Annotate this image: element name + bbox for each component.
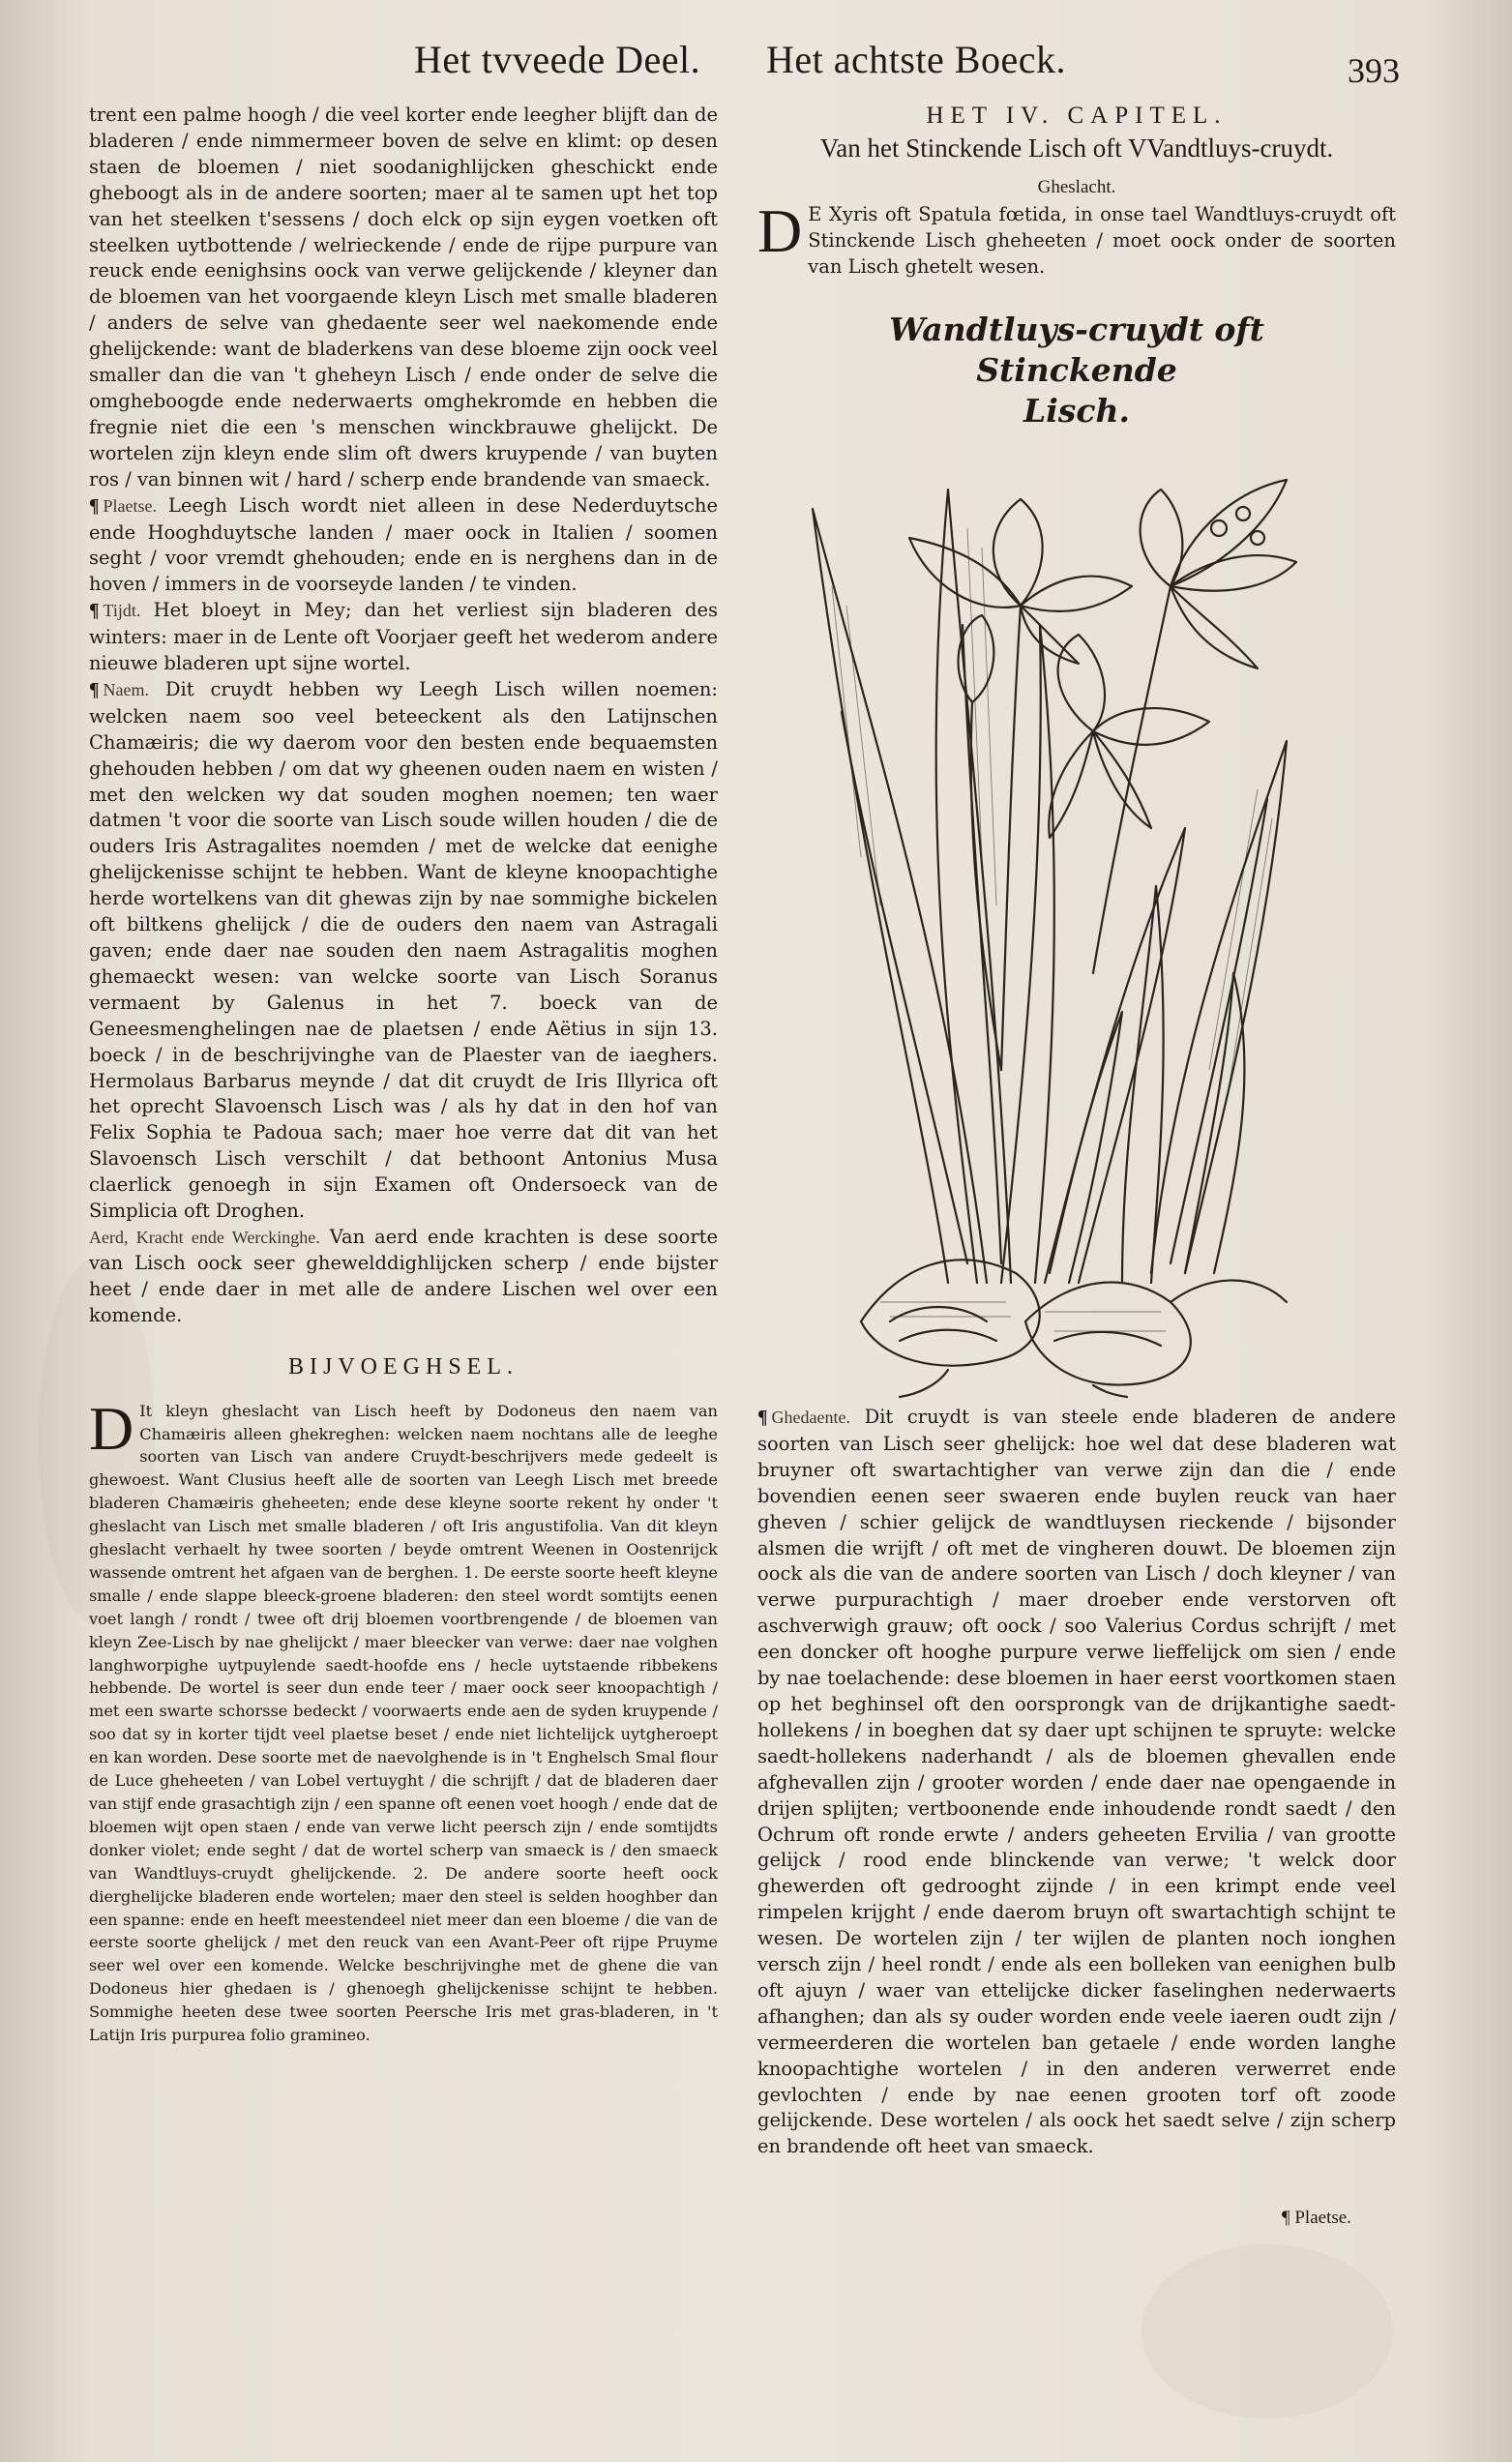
bulb-shape	[861, 1260, 1040, 1365]
petal-shape	[1021, 577, 1132, 611]
text-paragraph	[89, 677, 718, 1225]
petal-shape	[1171, 555, 1296, 591]
figure-title-line: Lisch.	[1023, 391, 1130, 430]
leaf-vein	[1171, 799, 1267, 1263]
root-line	[900, 1370, 948, 1397]
geslacht-text: E Xyris oft Spatula fœtida, in onse tael Wandtluys-cruydt oft Stinckende Lisch gheheeten / moet oock onder de soorten van Lisch ghetelt wesen.	[808, 203, 1396, 278]
root-line	[1093, 1385, 1127, 1397]
bulb-ring	[1054, 1332, 1161, 1346]
leaf-shape	[1001, 625, 1054, 1283]
drop-cap: D	[89, 1393, 134, 1463]
flower-stem	[1001, 606, 1021, 1070]
chapter-title: Van het Stinckende Lisch oft VVandtluys-cruydt.	[819, 133, 1334, 163]
figure-title-line: Wandtluys-cruydt oft Stinckende	[889, 310, 1264, 389]
paragraph-text: Van aerd ende krachten is dese soorte van Lisch oock seer ghewelddighlijcken scherp / ende bijster heet / ende daer in met alle de andere Lischen wel over een komende.	[89, 1225, 719, 1326]
bulb-ring	[890, 1307, 987, 1321]
paragraph-text: Dit cruydt is van steele ende bladeren de andere soorten van Lisch seer ghelijck: hoe wel dat dese bladeren wat bruyner oft swartachtigher van verwe zijn dan die / ende bovendien eenen seer swaeren ende buylen reuck van haer gheven / schier gelijck de wandtluysen rieckende / bijsonder alsmen die wrijft / oft met de vingheren douwt. De bloemen zijn oock als die van de andere soorten van Lisch / doch kleyner / van verwe purpurachtigh / maer droeber ende verstorven oft aschverwigh grauw; oft oock / soo Valerius Cordus schrijft / met een doncker oft hooghe purpure verwe lieffelijck om sien / ende by nae toelachende: dese bloemen in haer eerst voortkomen staen op het beghinsel oft den oorsprongk van de drijkantighe saedt-hollekens / in boeghen dat sy daer upt schijnen te spruyte: welcke saedt-hollekens naderhandt / als de bloemen ghevallen ende afghevallen zijn / grooter worden / ende daer nae opengaende in drijen splijten; vertboonende ende inhoudende rondt saedt / den Ochrum oft ronde erwte / anders geheeten Ervilia / van grootte gelijck / rood ende blinckende van verwe; 't welck door ghewerden oft gedrooght zijnde / in een krimpt ende veel rimpelen krijght / ende daerom bruyn oft swartachtigh schijnt te wesen. De wortelen zijn / ter wijlen de planten noch ionghen versch zijn / heel rondt / ende als een bolleken van eenighen bulb oft ajuyn / waer van ettelijcke dicker faselinghen nederwaerts afhanghen; dan als sy ouder worden ende veele iaeren oudt zijn / vermeerderen die wortelen ban getaele / ende worden langhe knoopachtighe wortelen / in den anderen verwerret ende gevlochten / ende by nae eenen grooten torf oft zoode gelijckende. Dese wortelen / als oock het saedt selve / zijn scherp en brandende oft heet van smaeck.	[757, 1406, 1397, 2158]
pilcrow-marker: ¶	[89, 679, 100, 700]
section-heading: BIJVOEGHSEL.	[288, 1353, 519, 1379]
drop-cap: D	[757, 196, 803, 265]
bijvoeghsel-text: It kleyn gheslacht van Lisch heeft by Dodoneus den naem van Chamæiris alleen ghekreghen: welcken naem nochtans alle de leeghe soorten van Lisch van andere Cruydt-beschrijvers mede gedeelt is ghewoest. Want Clusius heeft alle de soorten van Leegh Lisch met breede bladeren Chamæiris gheheeten; ende dese kleyne soorte rekent hy onder 't gheslacht van Lisch met smalle bladeren / oft Iris angustifolia. Van dit kleyn gheslacht verhaelt hy twee soorten / beyde omtrent Weenen in Oostenrijck wassende omtrent het afgaen van de berghen. 1. De eerste soorte heeft kleyne smalle / ende slappe bleeck-groene bladeren: den steel wordt somtijts eenen voet langh / rondt / twee oft drij bloemen voortbrengende / de bloemen van kleyn Zee-Lisch by nae ghelijckt / maer bleecker van verwe: daer nae volghen langhworpighe uytpuylende saedt-hoofde ens / hecle uytstaende ribbekens hebbende. De wortel is seer dun ende teer / maer oock seer knoopachtigh / met een swarte schorsse bedeckt / voorwaerts ende aen de syden kruypende / soo dat sy in korter tijdt veel plaetse beset / ende niet lichtelijck uytgheroept en kan worden. Dese soorte met de naevolghende is in 't Enghelsch Smal flour de Luce gheheeten / van Lobel vertuyght / die schrijft / dat de bladeren daer van stijf ende grasachtigh zijn / een spanne oft eenen voet hoogh / ende dat de bloemen wijt open staen / ende van verwe licht peersch zijn / ende somtijdts donker violet; ende seght / dat de wortel scherp van smaeck is / den smaeck van Wandtluys-cruydt ghelijckende. 2. De andere soorte heeft oock dierghelijcke bladeren ende wortelen; maer den steel is selden hooghber dan een spanne: ende en heeft meestendeel niet meer dan een bloeme / die van de eerste soorte ghelijck / met den reuck van een Avant-Peer oft rijpe Pruyme seer wel over een komende. Welcke beschrijvinghe met de ghene die van Dodoneus hier ghedaen is / ghenoegh ghelijckenisse schijnt te hebben. Sommighe heeten dese twee soorten Peersche Iris met gras-bladeren, in 't Latijn Iris purpurea folio gramineo.	[89, 1401, 718, 2045]
hatching-lines	[880, 1302, 1166, 1331]
text-paragraph	[757, 1405, 1396, 2160]
iris-foetidissima-woodcut-icon	[803, 470, 1345, 1399]
petal-shape	[993, 499, 1043, 606]
paragraph-text: Dit cruydt hebben wy Leegh Lisch willen noemen: welcken naem soo veel beteeckent als den Latijnschen Chamæiris; die wy daerom voor den besten ende bequaemsten ghehouden hebben / om dat wy gheenen ouden naem en wisten / met den welcken wy dat souden moghen noemen; ten waer datmen 't voor die soorte van Lisch soude willen houden / die de ouders Iris Astragalites noemden / met de welcke dat eenighe ghelijckenisse schijnt te hebben. Want de kleyne knoopachtighe herde wortelkens van dit ghewas zijn by nae sommighe bickelen oft biltkens ghelijck / die de ouders den naem van Astragali gaven; ende daer nae souden den naem Astragalitis moghen ghemaeckt wesen: van welcke soorte van Lisch Soranus vermaent by Galenus in het 7. boeck van de Geneesmenghelingen nae de plaetsen / ende Aëtius in sijn 13. boeck / in de beschrijvinghe van de Plaester van de iaeghers. Hermolaus Barbarus meynde / dat dit cruydt de Iris Illyrica oft het oprecht Slavoensch Lisch was / als hy dat in den hof van Felix Sophia te Padoua sach; maer hoe verre dat dit van het Slavoensch Lisch verschilt / dat bethoont Antonius Musa claerlick genoegh in sijn Examen oft Ondersoeck van de Simplicia oft Droghen.	[89, 677, 718, 1223]
paragraph-label: Tijdt.	[103, 601, 141, 621]
text-paragraph	[89, 598, 718, 677]
petal-shape	[1021, 606, 1079, 664]
left-column	[89, 103, 718, 2047]
bulb-ring	[900, 1330, 996, 1341]
paragraph-label: Plaetse.	[103, 495, 158, 516]
bulb-shape	[1025, 1283, 1191, 1385]
paragraph-label: Aerd, Kracht ende Werckinghe.	[89, 1227, 320, 1247]
paragraph-label: Ghedaente.	[771, 1408, 850, 1427]
paragraph-text: trent een palme hoogh / die veel korter ende leegher blijft dan de bladeren / ende nimmermeer boven de selve en klimt: op desen staen de bloemen / niet soodanighlijcken gheschickt ende gheboogt als in de andere soorten; maer al te samen upt het top van het steelken t'sessens / doch elck op sijn eygen voetken oft steelken uytbottende / welrieckende / ende de rijpe purpure van reuck ende eenighsins oock van verwe gelijckende / kleyner dan de bloemen van het voorgaende kleyn Lisch met smalle bladeren / anders de selve van ghedaente seer wel naekomende ende ghelijckende: want de bladerkens van dese bloeme zijn oock veel smaller dan die van 't gheheyn Lisch / ende onder de selve die omgheboogde ende nederwaerts omghekromde en hebben die fregnie niet die een 's menschen winckbrauwe ghelijckt. De wortelen zijn kleyn ende slim oft dwers kruypende / van buyten ros / van binnen wit / hard / scherp ende brandende van smaeck.	[89, 104, 718, 490]
pilcrow-marker: ¶	[89, 601, 100, 622]
petal-shape	[909, 538, 1021, 608]
bijvoeghsel-block	[89, 1393, 718, 2047]
text-paragraph	[89, 1225, 718, 1329]
chapter-heading: HET IV. CAPITEL.	[926, 103, 1228, 129]
petal-shape	[1093, 708, 1209, 745]
paragraph-text: Het bloeyt in Mey; dan het verliest sijn bladeren des winters: maer in de Lente oft Voorjaer geeft het wederom andere nieuwe bladeren upt sijne wortel.	[89, 599, 718, 675]
leaf-shape	[1185, 973, 1244, 1273]
petal-shape	[1171, 480, 1287, 586]
petal-shape	[1049, 731, 1093, 838]
leaf-shape	[1050, 1012, 1122, 1283]
catchword: ¶ Plaetse.	[1282, 2208, 1351, 2228]
pilcrow-marker: ¶	[89, 495, 100, 517]
figure-title	[796, 310, 1357, 431]
leaf-vein	[842, 712, 967, 1263]
running-head-left: Het tvveede Deel.	[414, 38, 701, 81]
pilcrow-marker: ¶	[757, 1408, 768, 1428]
petal-shape	[1171, 586, 1258, 668]
seed-dot	[1211, 520, 1227, 536]
page-number: 393	[1348, 51, 1400, 90]
subsection-heading: Gheslacht.	[1037, 177, 1116, 197]
right-column	[757, 103, 1396, 441]
text-paragraph	[89, 493, 718, 599]
paper-stain	[1141, 2244, 1393, 2418]
seed-dot	[1251, 531, 1264, 545]
root-line	[1171, 1281, 1287, 1303]
geslacht-block	[757, 196, 1396, 281]
leaf-shape	[1151, 741, 1287, 1273]
running-head-right: Het achtste Boeck.	[766, 38, 1066, 81]
paragraph-text: Leegh Lisch wordt niet alleen in dese Nederduytsche ende Hooghduytsche landen / maer oock in Italien / soomen seght / voor vremdt ghehouden; ende en is nerghens dan in de hoven / immers in de voorseyde landen / te vinden.	[89, 493, 718, 596]
right-column-lower	[757, 1405, 1396, 2160]
seed-dot	[1236, 507, 1250, 520]
paragraph-label: Naem.	[103, 679, 150, 699]
text-paragraph	[89, 103, 718, 493]
